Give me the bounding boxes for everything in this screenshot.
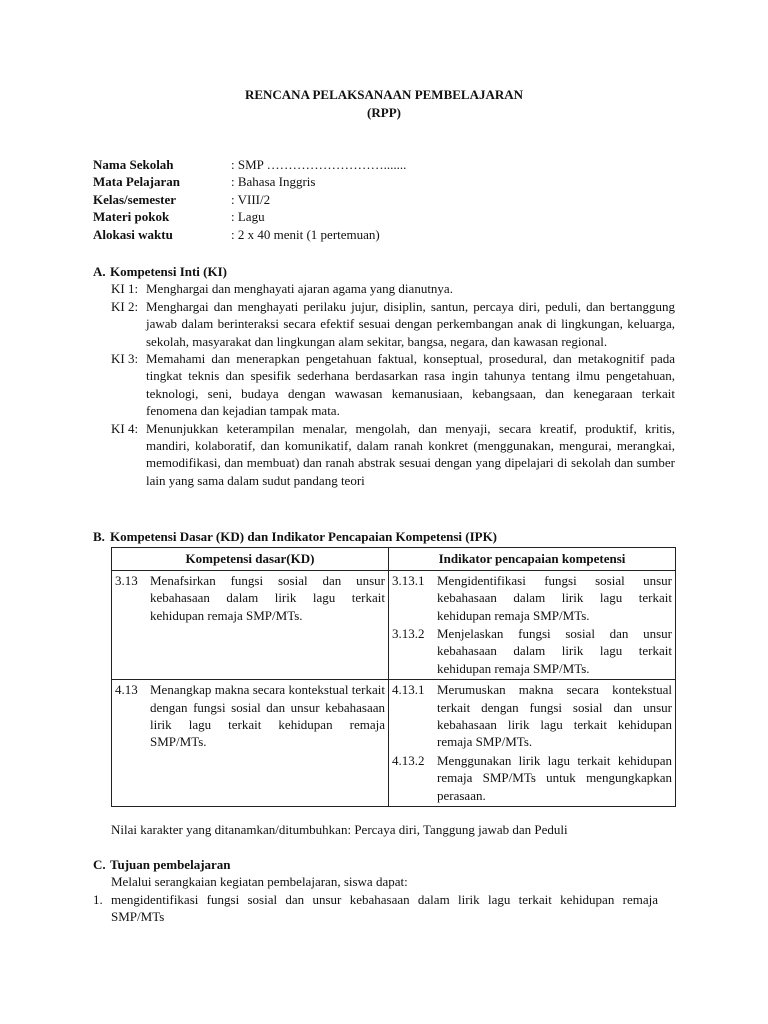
ki-code: KI 1:	[111, 281, 139, 297]
ipk-cell	[389, 570, 676, 679]
section-title: Kompetensi Inti (KI)	[110, 264, 227, 279]
identity-value: : 2 x 40 menit (1 pertemuan)	[231, 226, 380, 242]
ipk-code: 3.13.1	[392, 572, 425, 588]
ki-item	[111, 298, 675, 350]
column-header-ipk: Indikator pencapaian kompetensi	[389, 548, 676, 570]
kd-text: Menafsirkan fungsi sosial dan unsur kebahasaan dalam lirik lagu terkait kehidupan remaja SMP/MTs.	[150, 572, 385, 623]
identity-value: : Bahasa Inggris	[231, 174, 316, 190]
ki-text: Menghargai dan menghayati perilaku jujur, disiplin, santun, percaya diri, peduli, dan bertanggung jawab dalam berinteraksi secara efektif sesuai dengan perkembangan anak di lingkungan, keluarga, sekolah, masyarakat dan lingkungan alam sekitar, bangsa, negara, dan kawasan regional.	[146, 298, 675, 349]
ki-item	[111, 350, 675, 420]
identity-row-main-material	[93, 208, 406, 225]
objective-item	[93, 891, 658, 926]
ipk-text: Menjelaskan fungsi sosial dan unsur kebahasaan dalam lirik lagu terkait kehidupan remaja SMP/MTs.	[437, 626, 672, 676]
table-row	[112, 570, 676, 679]
kd-text: Menangkap makna secara kontekstual terkait dengan fungsi sosial dan unsur kebahasaan lirik lagu terkait kehidupan remaja SMP/MTs.	[150, 682, 385, 750]
ki-text: Menunjukkan keterampilan menalar, mengolah, dan menyaji, secara kreatif, produktif, kritis, mandiri, kolaboratif, dan komunikatif, dalam ranah konkret (menggunakan, mengurai, merangkai, memodifikasi, dan membuat) dan ranah abstrak sesuai dengan yang dipelajari di sekolah dan sumber lain yang sama dalam sudut pandang teori	[146, 420, 675, 488]
objective-number: 1.	[93, 891, 103, 907]
ipk-cell	[389, 680, 676, 807]
ipk-code: 4.13.1	[392, 682, 425, 698]
section-letter: A.	[93, 264, 106, 279]
ki-text: Memahami dan menerapkan pengetahuan faktual, konseptual, prosedural, dan metakognitif pada tingkat teknis dan spesifik sederhana berdasarkan rasa ingin tahunya tentang ilmu pengetahuan, teknologi, seni, budaya dengan wawasan kemanusiaan, kebangsaan, dan kenegaraan terkait fenomena dan kejadian tampak mata.	[146, 351, 675, 419]
section-heading	[93, 263, 683, 280]
column-header-kd: Kompetensi dasar(KD)	[112, 548, 389, 570]
identity-value: : SMP ……………………….......	[231, 157, 407, 172]
ipk-text: Menggunakan lirik lagu terkait kehidupan remaja SMP/MTs untuk mengungkapkan perasaan.	[437, 752, 672, 803]
competence-table	[111, 547, 676, 807]
identity-row-time-allocation	[93, 226, 406, 243]
section-basic-competence	[93, 528, 683, 807]
identity-row-subject	[93, 173, 406, 190]
kd-cell	[112, 570, 389, 679]
ki-text: Menghargai dan menghayati ajaran agama yang dianutnya.	[146, 281, 453, 297]
kd-code: 4.13	[115, 682, 138, 698]
ipk-text: Merumuskan makna secara kontekstual terkait dengan fungsi sosial dan unsur kebahasaan lirik lagu terkait kehidupan remaja SMP/MTs.	[437, 682, 672, 750]
document-subtitle: (RPP)	[367, 105, 401, 120]
ipk-code: 4.13.2	[392, 752, 425, 768]
ki-code: KI 2:	[111, 298, 139, 314]
identity-label: Nama Sekolah	[93, 157, 174, 172]
table-row	[112, 680, 676, 807]
document-title: RENCANA PELAKSANAAN PEMBELAJARAN	[244, 87, 524, 102]
objective-text: mengidentifikasi fungsi sosial dan unsur kebahasaan dalam lirik lagu terkait kehidupan remaja SMP/MTs	[111, 891, 658, 925]
character-values-note	[93, 821, 683, 838]
ki-item	[111, 420, 675, 490]
section-heading	[93, 528, 683, 545]
identity-label: Kelas/semester	[93, 191, 177, 207]
character-values-text: Nilai karakter yang ditanamkan/ditumbuhkan: Percaya diri, Tanggung jawab dan Peduli	[111, 822, 568, 837]
ki-code: KI 3:	[111, 351, 139, 367]
kd-cell	[112, 680, 389, 807]
section-title: Kompetensi Dasar (KD) dan Indikator Pencapaian Kompetensi (IPK)	[110, 529, 498, 544]
kd-code: 3.13	[115, 572, 138, 588]
identity-block	[93, 156, 406, 243]
identity-label: Alokasi waktu	[93, 226, 173, 242]
ipk-code: 3.13.2	[392, 626, 425, 642]
table-header-row	[112, 548, 676, 570]
identity-value: : Lagu	[231, 209, 265, 225]
identity-value: : VIII/2	[231, 191, 271, 207]
section-letter: B.	[93, 529, 105, 544]
ki-item	[111, 280, 675, 297]
section-title: Tujuan pembelajaran	[110, 857, 231, 872]
section-core-competence	[93, 263, 683, 489]
identity-row-school-name	[93, 156, 406, 173]
identity-label: Materi pokok	[93, 209, 170, 225]
section-letter: C.	[93, 857, 106, 872]
ki-code: KI 4:	[111, 420, 139, 436]
objectives-intro: Melalui serangkaian kegiatan pembelajaran, siswa dapat:	[111, 874, 408, 890]
section-learning-objectives	[93, 856, 683, 926]
ipk-text: Mengidentifikasi fungsi sosial unsur kebahasaan dalam lirik lagu terkait kehidupan remaja SMP/MTs.	[437, 572, 672, 623]
identity-row-class-semester	[93, 191, 406, 208]
section-heading	[93, 856, 683, 873]
identity-label: Mata Pelajaran	[93, 174, 181, 190]
